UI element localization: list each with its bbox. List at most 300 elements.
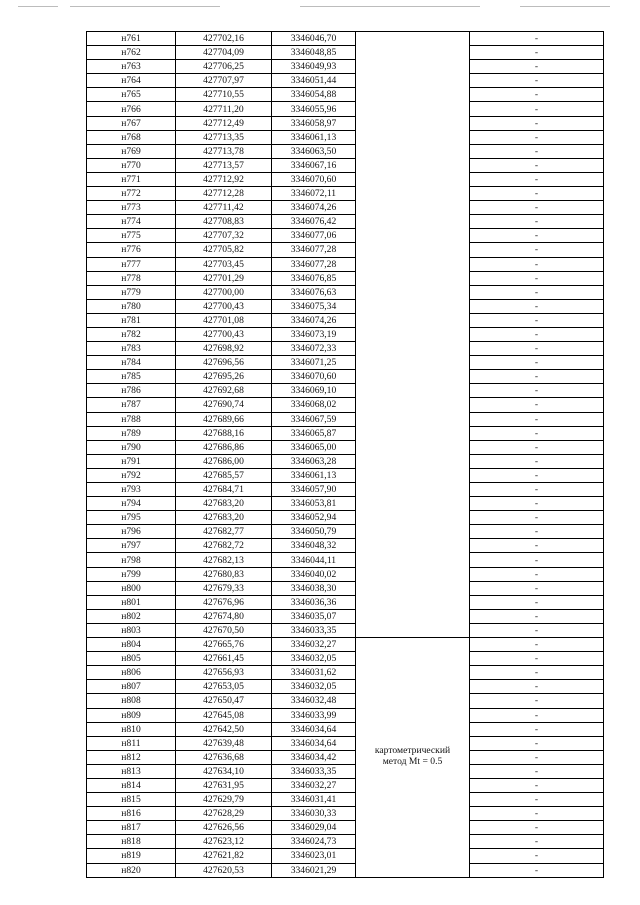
table-row [87, 694, 604, 708]
y-coordinate-cell: 3346032,05 [272, 680, 356, 694]
point-name-cell: н783 [87, 342, 176, 356]
point-name-cell: н809 [87, 708, 176, 722]
x-coordinate-cell: 427700,43 [176, 299, 272, 313]
note-cell: - [470, 623, 604, 637]
point-name-cell: н761 [87, 32, 176, 46]
point-name-cell: н795 [87, 511, 176, 525]
table-row [87, 299, 604, 313]
x-coordinate-cell: 427704,09 [176, 46, 272, 60]
note-cell: - [470, 243, 604, 257]
y-coordinate-cell: 3346055,96 [272, 102, 356, 116]
point-name-cell: н765 [87, 88, 176, 102]
y-coordinate-cell: 3346070,60 [272, 172, 356, 186]
x-coordinate-cell: 427707,32 [176, 229, 272, 243]
x-coordinate-cell: 427650,47 [176, 694, 272, 708]
y-coordinate-cell: 3346057,90 [272, 483, 356, 497]
point-name-cell: н806 [87, 666, 176, 680]
point-name-cell: н820 [87, 863, 176, 877]
note-cell: - [470, 849, 604, 863]
table-row [87, 567, 604, 581]
point-name-cell: н762 [87, 46, 176, 60]
x-coordinate-cell: 427701,29 [176, 271, 272, 285]
table-row [87, 652, 604, 666]
note-cell: - [470, 807, 604, 821]
x-coordinate-cell: 427695,26 [176, 370, 272, 384]
note-cell: - [470, 299, 604, 313]
note-cell: - [470, 863, 604, 877]
x-coordinate-cell: 427685,57 [176, 468, 272, 482]
y-coordinate-cell: 3346021,29 [272, 863, 356, 877]
note-cell: - [470, 229, 604, 243]
table-row [87, 638, 604, 652]
y-coordinate-cell: 3346073,19 [272, 327, 356, 341]
table-row [87, 764, 604, 778]
x-coordinate-cell: 427628,29 [176, 807, 272, 821]
y-coordinate-cell: 3346024,73 [272, 835, 356, 849]
y-coordinate-cell: 3346032,48 [272, 694, 356, 708]
table-row [87, 793, 604, 807]
point-name-cell: н814 [87, 778, 176, 792]
x-coordinate-cell: 427712,28 [176, 187, 272, 201]
y-coordinate-cell: 3346077,28 [272, 257, 356, 271]
y-coordinate-cell: 3346023,01 [272, 849, 356, 863]
y-coordinate-cell: 3346033,35 [272, 623, 356, 637]
point-name-cell: н791 [87, 454, 176, 468]
table-row [87, 863, 604, 877]
x-coordinate-cell: 427686,00 [176, 454, 272, 468]
x-coordinate-cell: 427645,08 [176, 708, 272, 722]
y-coordinate-cell: 3346076,85 [272, 271, 356, 285]
note-cell: - [470, 285, 604, 299]
x-coordinate-cell: 427634,10 [176, 764, 272, 778]
point-name-cell: н770 [87, 158, 176, 172]
note-cell: - [470, 680, 604, 694]
y-coordinate-cell: 3346072,11 [272, 187, 356, 201]
note-cell: - [470, 595, 604, 609]
y-coordinate-cell: 3346031,62 [272, 666, 356, 680]
table-row [87, 539, 604, 553]
table-row [87, 623, 604, 637]
note-cell: - [470, 835, 604, 849]
x-coordinate-cell: 427710,55 [176, 88, 272, 102]
note-cell: - [470, 581, 604, 595]
y-coordinate-cell: 3346053,81 [272, 497, 356, 511]
x-coordinate-cell: 427713,35 [176, 130, 272, 144]
x-coordinate-cell: 427676,96 [176, 595, 272, 609]
note-cell: - [470, 271, 604, 285]
table-row [87, 722, 604, 736]
point-name-cell: н774 [87, 215, 176, 229]
y-coordinate-cell: 3346054,88 [272, 88, 356, 102]
x-coordinate-cell: 427713,57 [176, 158, 272, 172]
table-row [87, 581, 604, 595]
table-row [87, 384, 604, 398]
point-name-cell: н790 [87, 440, 176, 454]
x-coordinate-cell: 427670,50 [176, 623, 272, 637]
point-name-cell: н781 [87, 313, 176, 327]
x-coordinate-cell: 427712,92 [176, 172, 272, 186]
table-row [87, 172, 604, 186]
method-line: метод Mt = 0.5 [382, 756, 443, 768]
point-name-cell: н803 [87, 623, 176, 637]
note-cell: - [470, 609, 604, 623]
y-coordinate-cell: 3346048,32 [272, 539, 356, 553]
method-description [356, 745, 469, 767]
table-row [87, 736, 604, 750]
note-cell: - [470, 694, 604, 708]
x-coordinate-cell: 427656,93 [176, 666, 272, 680]
coordinates-table [86, 31, 604, 878]
y-coordinate-cell: 3346076,63 [272, 285, 356, 299]
x-coordinate-cell: 427683,20 [176, 511, 272, 525]
point-name-cell: н786 [87, 384, 176, 398]
x-coordinate-cell: 427708,83 [176, 215, 272, 229]
table-row [87, 74, 604, 88]
y-coordinate-cell: 3346058,97 [272, 116, 356, 130]
y-coordinate-cell: 3346065,00 [272, 440, 356, 454]
note-cell: - [470, 821, 604, 835]
note-cell: - [470, 74, 604, 88]
point-name-cell: н766 [87, 102, 176, 116]
table-row [87, 88, 604, 102]
x-coordinate-cell: 427703,45 [176, 257, 272, 271]
x-coordinate-cell: 427711,20 [176, 102, 272, 116]
y-coordinate-cell: 3346075,34 [272, 299, 356, 313]
table-row [87, 398, 604, 412]
point-name-cell: н778 [87, 271, 176, 285]
x-coordinate-cell: 427653,05 [176, 680, 272, 694]
note-cell: - [470, 497, 604, 511]
y-coordinate-cell: 3346034,42 [272, 750, 356, 764]
table-row [87, 32, 604, 46]
x-coordinate-cell: 427626,56 [176, 821, 272, 835]
x-coordinate-cell: 427682,72 [176, 539, 272, 553]
note-cell: - [470, 567, 604, 581]
table-row [87, 356, 604, 370]
table-row [87, 130, 604, 144]
x-coordinate-cell: 427679,33 [176, 581, 272, 595]
point-name-cell: н818 [87, 835, 176, 849]
note-cell: - [470, 398, 604, 412]
table-row [87, 412, 604, 426]
point-name-cell: н768 [87, 130, 176, 144]
note-cell: - [470, 426, 604, 440]
note-cell: - [470, 440, 604, 454]
table-row [87, 243, 604, 257]
table-row [87, 468, 604, 482]
y-coordinate-cell: 3346067,16 [272, 158, 356, 172]
x-coordinate-cell: 427674,80 [176, 609, 272, 623]
method-cell [356, 638, 470, 878]
y-coordinate-cell: 3346052,94 [272, 511, 356, 525]
y-coordinate-cell: 3346029,04 [272, 821, 356, 835]
point-name-cell: н773 [87, 201, 176, 215]
note-cell: - [470, 313, 604, 327]
table-row [87, 201, 604, 215]
y-coordinate-cell: 3346074,26 [272, 201, 356, 215]
point-name-cell: н800 [87, 581, 176, 595]
note-cell: - [470, 778, 604, 792]
y-coordinate-cell: 3346074,26 [272, 313, 356, 327]
note-cell: - [470, 468, 604, 482]
table-row [87, 454, 604, 468]
note-cell: - [470, 638, 604, 652]
x-coordinate-cell: 427683,20 [176, 497, 272, 511]
y-coordinate-cell: 3346030,33 [272, 807, 356, 821]
note-cell: - [470, 60, 604, 74]
y-coordinate-cell: 3346034,64 [272, 722, 356, 736]
point-name-cell: н811 [87, 736, 176, 750]
x-coordinate-cell: 427706,25 [176, 60, 272, 74]
y-coordinate-cell: 3346048,85 [272, 46, 356, 60]
y-coordinate-cell: 3346038,30 [272, 581, 356, 595]
table-row [87, 609, 604, 623]
point-name-cell: н776 [87, 243, 176, 257]
x-coordinate-cell: 427690,74 [176, 398, 272, 412]
note-cell: - [470, 172, 604, 186]
x-coordinate-cell: 427696,56 [176, 356, 272, 370]
point-name-cell: н782 [87, 327, 176, 341]
table-row [87, 666, 604, 680]
point-name-cell: н772 [87, 187, 176, 201]
point-name-cell: н799 [87, 567, 176, 581]
table-row [87, 680, 604, 694]
x-coordinate-cell: 427629,79 [176, 793, 272, 807]
x-coordinate-cell: 427682,77 [176, 525, 272, 539]
table-row [87, 257, 604, 271]
note-cell: - [470, 215, 604, 229]
table-row [87, 750, 604, 764]
y-coordinate-cell: 3346049,93 [272, 60, 356, 74]
point-name-cell: н777 [87, 257, 176, 271]
y-coordinate-cell: 3346032,27 [272, 638, 356, 652]
x-coordinate-cell: 427680,83 [176, 567, 272, 581]
x-coordinate-cell: 427623,12 [176, 835, 272, 849]
x-coordinate-cell: 427713,78 [176, 144, 272, 158]
x-coordinate-cell: 427621,82 [176, 849, 272, 863]
table-row [87, 158, 604, 172]
y-coordinate-cell: 3346032,05 [272, 652, 356, 666]
note-cell: - [470, 116, 604, 130]
table-row [87, 46, 604, 60]
table-row [87, 497, 604, 511]
y-coordinate-cell: 3346077,28 [272, 243, 356, 257]
x-coordinate-cell: 427639,48 [176, 736, 272, 750]
y-coordinate-cell: 3346070,60 [272, 370, 356, 384]
x-coordinate-cell: 427684,71 [176, 483, 272, 497]
note-cell: - [470, 144, 604, 158]
note-cell: - [470, 722, 604, 736]
point-name-cell: н808 [87, 694, 176, 708]
point-name-cell: н815 [87, 793, 176, 807]
y-coordinate-cell: 3346063,28 [272, 454, 356, 468]
point-name-cell: н817 [87, 821, 176, 835]
x-coordinate-cell: 427692,68 [176, 384, 272, 398]
coordinates-table-body [87, 32, 604, 878]
x-coordinate-cell: 427688,16 [176, 426, 272, 440]
y-coordinate-cell: 3346068,02 [272, 398, 356, 412]
table-row [87, 525, 604, 539]
x-coordinate-cell: 427698,92 [176, 342, 272, 356]
note-cell: - [470, 201, 604, 215]
table-row [87, 483, 604, 497]
y-coordinate-cell: 3346063,50 [272, 144, 356, 158]
point-name-cell: н816 [87, 807, 176, 821]
y-coordinate-cell: 3346046,70 [272, 32, 356, 46]
note-cell: - [470, 764, 604, 778]
note-cell: - [470, 356, 604, 370]
table-row [87, 327, 604, 341]
y-coordinate-cell: 3346032,27 [272, 778, 356, 792]
x-coordinate-cell: 427620,53 [176, 863, 272, 877]
y-coordinate-cell: 3346033,35 [272, 764, 356, 778]
note-cell: - [470, 412, 604, 426]
y-coordinate-cell: 3346050,79 [272, 525, 356, 539]
table-row [87, 102, 604, 116]
table-row [87, 229, 604, 243]
point-name-cell: н812 [87, 750, 176, 764]
point-name-cell: н788 [87, 412, 176, 426]
note-cell: - [470, 652, 604, 666]
point-name-cell: н764 [87, 74, 176, 88]
y-coordinate-cell: 3346036,36 [272, 595, 356, 609]
table-row [87, 370, 604, 384]
point-name-cell: н802 [87, 609, 176, 623]
point-name-cell: н792 [87, 468, 176, 482]
note-cell: - [470, 793, 604, 807]
note-cell: - [470, 553, 604, 567]
y-coordinate-cell: 3346065,87 [272, 426, 356, 440]
y-coordinate-cell: 3346061,13 [272, 468, 356, 482]
y-coordinate-cell: 3346072,33 [272, 342, 356, 356]
point-name-cell: н796 [87, 525, 176, 539]
table-row [87, 778, 604, 792]
point-name-cell: н797 [87, 539, 176, 553]
x-coordinate-cell: 427700,00 [176, 285, 272, 299]
table-row [87, 116, 604, 130]
note-cell: - [470, 102, 604, 116]
table-row [87, 271, 604, 285]
y-coordinate-cell: 3346077,06 [272, 229, 356, 243]
note-cell: - [470, 327, 604, 341]
note-cell: - [470, 130, 604, 144]
point-name-cell: н787 [87, 398, 176, 412]
point-name-cell: н819 [87, 849, 176, 863]
table-row [87, 426, 604, 440]
point-name-cell: н807 [87, 680, 176, 694]
x-coordinate-cell: 427665,76 [176, 638, 272, 652]
note-cell: - [470, 708, 604, 722]
point-name-cell: н771 [87, 172, 176, 186]
note-cell: - [470, 88, 604, 102]
point-name-cell: н779 [87, 285, 176, 299]
y-coordinate-cell: 3346033,99 [272, 708, 356, 722]
table-row [87, 511, 604, 525]
point-name-cell: н798 [87, 553, 176, 567]
method-cell [356, 32, 470, 638]
table-row [87, 708, 604, 722]
table-row [87, 342, 604, 356]
point-name-cell: н804 [87, 638, 176, 652]
x-coordinate-cell: 427636,68 [176, 750, 272, 764]
x-coordinate-cell: 427682,13 [176, 553, 272, 567]
note-cell: - [470, 666, 604, 680]
note-cell: - [470, 483, 604, 497]
y-coordinate-cell: 3346067,59 [272, 412, 356, 426]
note-cell: - [470, 187, 604, 201]
x-coordinate-cell: 427701,08 [176, 313, 272, 327]
note-cell: - [470, 384, 604, 398]
x-coordinate-cell: 427707,97 [176, 74, 272, 88]
note-cell: - [470, 46, 604, 60]
note-cell: - [470, 257, 604, 271]
point-name-cell: н793 [87, 483, 176, 497]
note-cell: - [470, 454, 604, 468]
table-row [87, 285, 604, 299]
point-name-cell: н775 [87, 229, 176, 243]
note-cell: - [470, 511, 604, 525]
table-row [87, 215, 604, 229]
point-name-cell: н780 [87, 299, 176, 313]
note-cell: - [470, 736, 604, 750]
y-coordinate-cell: 3346044,11 [272, 553, 356, 567]
point-name-cell: н794 [87, 497, 176, 511]
method-line: картометрический [374, 745, 451, 757]
x-coordinate-cell: 427712,49 [176, 116, 272, 130]
point-name-cell: н784 [87, 356, 176, 370]
point-name-cell: н763 [87, 60, 176, 74]
x-coordinate-cell: 427642,50 [176, 722, 272, 736]
x-coordinate-cell: 427700,43 [176, 327, 272, 341]
y-coordinate-cell: 3346031,41 [272, 793, 356, 807]
y-coordinate-cell: 3346034,64 [272, 736, 356, 750]
table-row [87, 821, 604, 835]
note-cell: - [470, 525, 604, 539]
note-cell: - [470, 750, 604, 764]
point-name-cell: н789 [87, 426, 176, 440]
y-coordinate-cell: 3346069,10 [272, 384, 356, 398]
x-coordinate-cell: 427661,45 [176, 652, 272, 666]
x-coordinate-cell: 427631,95 [176, 778, 272, 792]
point-name-cell: н813 [87, 764, 176, 778]
table-row [87, 849, 604, 863]
y-coordinate-cell: 3346071,25 [272, 356, 356, 370]
table-row [87, 807, 604, 821]
note-cell: - [470, 539, 604, 553]
scan-artifact-strip [0, 0, 640, 14]
point-name-cell: н767 [87, 116, 176, 130]
y-coordinate-cell: 3346061,13 [272, 130, 356, 144]
note-cell: - [470, 32, 604, 46]
point-name-cell: н769 [87, 144, 176, 158]
x-coordinate-cell: 427689,66 [176, 412, 272, 426]
x-coordinate-cell: 427711,42 [176, 201, 272, 215]
table-row [87, 835, 604, 849]
table-row [87, 187, 604, 201]
table-row [87, 144, 604, 158]
point-name-cell: н805 [87, 652, 176, 666]
x-coordinate-cell: 427702,16 [176, 32, 272, 46]
y-coordinate-cell: 3346035,07 [272, 609, 356, 623]
x-coordinate-cell: 427705,82 [176, 243, 272, 257]
note-cell: - [470, 158, 604, 172]
note-cell: - [470, 342, 604, 356]
note-cell: - [470, 370, 604, 384]
table-row [87, 60, 604, 74]
table-row [87, 595, 604, 609]
point-name-cell: н810 [87, 722, 176, 736]
y-coordinate-cell: 3346051,44 [272, 74, 356, 88]
